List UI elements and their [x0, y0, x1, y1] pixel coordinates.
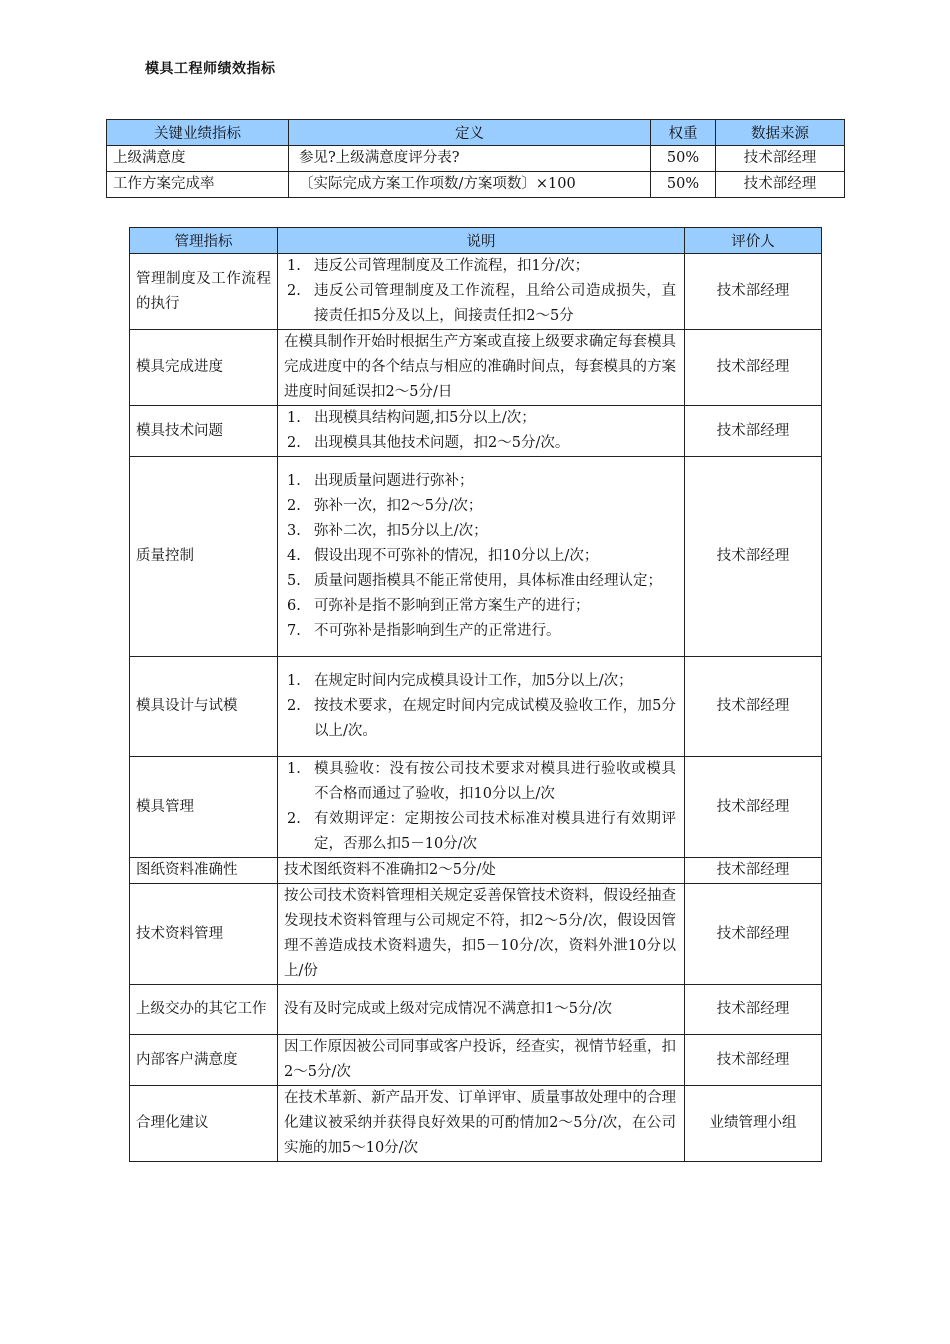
item-text: 模具验收：没有按公司技术要求对模具进行验收或模具不合格而通过了验收，扣10分以上/次 — [314, 761, 676, 802]
item-number: 1. — [287, 761, 301, 777]
description-item — [284, 594, 676, 619]
description-list — [284, 406, 676, 456]
description-item — [284, 544, 676, 569]
mgmt-evaluator: 技术部经理 — [685, 330, 822, 406]
mgmt-indicator-name: 合理化建议 — [130, 1086, 278, 1162]
kpi-definition: 参见?上级满意度评分表? — [289, 146, 651, 172]
item-text: 按技术要求，在规定时间内完成试模及验收工作，加5分以上/次。 — [314, 698, 676, 739]
mgmt-evaluator: 技术部经理 — [685, 457, 822, 657]
description-list — [284, 254, 676, 329]
document-title: 模具工程师绩效指标 — [145, 61, 276, 77]
item-number: 2. — [287, 698, 301, 714]
item-text: 有效期评定：定期按公司技术标准对模具进行有效期评定，否那么扣5－10分/次 — [314, 811, 676, 852]
item-number: 7. — [287, 623, 301, 639]
description-item — [284, 494, 676, 519]
kpi-definition: 〔实际完成方案工作项数/方案项数〕×100 — [289, 172, 651, 198]
item-number: 1. — [287, 258, 301, 274]
mgmt-description — [278, 457, 685, 657]
mgmt-row — [130, 757, 822, 858]
item-text: 质量问题指模具不能正常使用，具体标准由经理认定； — [314, 573, 662, 589]
mgmt-description: 没有及时完成或上级对完成情况不满意扣1～5分/次 — [278, 985, 685, 1035]
mgmt-description — [278, 757, 685, 858]
item-number: 2. — [287, 283, 301, 299]
item-number: 2. — [287, 435, 301, 451]
mgmt-description: 在模具制作开始时根据生产方案或直接上级要求确定每套模具完成进度中的各个结点与相应的准确时间点，每套模具的方案进度时间延误扣2～5分/日 — [278, 330, 685, 406]
item-text: 不可弥补是指影响到生产的正常进行。 — [314, 623, 561, 639]
mgmt-indicator-name: 图纸资料准确性 — [130, 858, 278, 884]
mgmt-description — [278, 406, 685, 457]
mgmt-description: 按公司技术资料管理相关规定妥善保管技术资料，假设经抽查发现技术资料管理与公司规定不符，扣2～5分/次，假设因管理不善造成技术资料遗失，扣5－10分/次，资料外泄10分以上/份 — [278, 884, 685, 985]
description-item — [284, 669, 676, 694]
item-number: 3. — [287, 523, 301, 539]
mgmt-indicator-name: 模具设计与试模 — [130, 657, 278, 757]
mgmt-row — [130, 1035, 822, 1086]
mgmt-row — [130, 657, 822, 757]
item-text: 弥补二次，扣5分以上/次； — [314, 523, 488, 539]
mgmt-indicator-name: 管理制度及工作流程的执行 — [130, 254, 278, 330]
mgmt-indicator-name: 模具完成进度 — [130, 330, 278, 406]
description-item — [284, 807, 676, 857]
item-number: 2. — [287, 811, 301, 827]
mgmt-indicator-name: 质量控制 — [130, 457, 278, 657]
description-list — [284, 469, 676, 644]
mgmt-evaluator: 技术部经理 — [685, 1035, 822, 1086]
mgmt-description — [278, 657, 685, 757]
mgmt-indicator-name: 模具管理 — [130, 757, 278, 858]
kpi-header-row — [107, 120, 845, 146]
mgmt-header-description: 说明 — [278, 228, 685, 254]
kpi-table — [106, 119, 845, 198]
mgmt-indicator-name: 上级交办的其它工作 — [130, 985, 278, 1035]
mgmt-evaluator: 技术部经理 — [685, 657, 822, 757]
kpi-header-indicator: 关键业绩指标 — [107, 120, 289, 146]
mgmt-row — [130, 1086, 822, 1162]
mgmt-evaluator: 技术部经理 — [685, 985, 822, 1035]
item-text: 在规定时间内完成模具设计工作，加5分以上/次； — [314, 673, 633, 689]
item-text: 出现模具其他技术问题，扣2～5分/次。 — [314, 435, 570, 451]
mgmt-row — [130, 254, 822, 330]
description-list — [284, 669, 676, 744]
kpi-row — [107, 146, 845, 172]
description-item — [284, 619, 676, 644]
description-item — [284, 694, 676, 744]
description-item — [284, 519, 676, 544]
mgmt-evaluator: 业绩管理小组 — [685, 1086, 822, 1162]
kpi-header-definition: 定义 — [289, 120, 651, 146]
item-text: 出现模具结构问题,扣5分以上/次； — [314, 410, 536, 426]
item-number: 2. — [287, 498, 301, 514]
mgmt-header-evaluator: 评价人 — [685, 228, 822, 254]
item-number: 1. — [287, 473, 301, 489]
mgmt-row — [130, 985, 822, 1035]
mgmt-row — [130, 330, 822, 406]
item-number: 5. — [287, 573, 301, 589]
item-text: 可弥补是指不影响到正常方案生产的进行； — [314, 598, 590, 614]
item-text: 假设出现不可弥补的情况，扣10分以上/次； — [314, 548, 599, 564]
mgmt-description — [278, 254, 685, 330]
mgmt-row — [130, 457, 822, 657]
mgmt-row — [130, 858, 822, 884]
mgmt-description: 在技术革新、新产品开发、订单评审、质量事故处理中的合理化建议被采纳并获得良好效果的可酌情加2～5分/次，在公司实施的加5～10分/次 — [278, 1086, 685, 1162]
mgmt-indicator-name: 技术资料管理 — [130, 884, 278, 985]
mgmt-evaluator: 技术部经理 — [685, 757, 822, 858]
item-text: 弥补一次，扣2～5分/次； — [314, 498, 483, 514]
item-number: 1. — [287, 673, 301, 689]
kpi-header-weight: 权重 — [651, 120, 716, 146]
item-number: 1. — [287, 410, 301, 426]
item-number: 4. — [287, 548, 301, 564]
description-item — [284, 569, 676, 594]
mgmt-row — [130, 884, 822, 985]
description-item — [284, 406, 676, 431]
mgmt-indicator-name: 内部客户满意度 — [130, 1035, 278, 1086]
mgmt-evaluator: 技术部经理 — [685, 884, 822, 985]
kpi-source: 技术部经理 — [716, 146, 845, 172]
mgmt-indicator-name: 模具技术问题 — [130, 406, 278, 457]
mgmt-evaluator: 技术部经理 — [685, 406, 822, 457]
mgmt-header-name: 管理指标 — [130, 228, 278, 254]
kpi-header-source: 数据来源 — [716, 120, 845, 146]
item-text: 违反公司管理制度及工作流程，且给公司造成损失，直接责任扣5分及以上，间接责任扣2～5分 — [314, 283, 676, 324]
mgmt-header-row — [130, 228, 822, 254]
kpi-weight: 50% — [651, 146, 716, 172]
kpi-weight: 50% — [651, 172, 716, 198]
kpi-indicator: 工作方案完成率 — [107, 172, 289, 198]
kpi-indicator: 上级满意度 — [107, 146, 289, 172]
mgmt-evaluator: 技术部经理 — [685, 254, 822, 330]
item-text: 违反公司管理制度及工作流程，扣1分/次； — [314, 258, 590, 274]
description-item — [284, 254, 676, 279]
kpi-row — [107, 172, 845, 198]
management-table — [129, 227, 822, 1162]
description-item — [284, 279, 676, 329]
description-item — [284, 431, 676, 456]
mgmt-description: 因工作原因被公司同事或客户投诉，经查实，视情节轻重，扣2～5分/次 — [278, 1035, 685, 1086]
description-list — [284, 757, 676, 857]
item-number: 6. — [287, 598, 301, 614]
description-item — [284, 757, 676, 807]
item-text: 出现质量问题进行弥补； — [314, 473, 474, 489]
mgmt-evaluator: 技术部经理 — [685, 858, 822, 884]
description-item — [284, 469, 676, 494]
mgmt-row — [130, 406, 822, 457]
kpi-source: 技术部经理 — [716, 172, 845, 198]
mgmt-description: 技术图纸资料不准确扣2～5分/处 — [278, 858, 685, 884]
